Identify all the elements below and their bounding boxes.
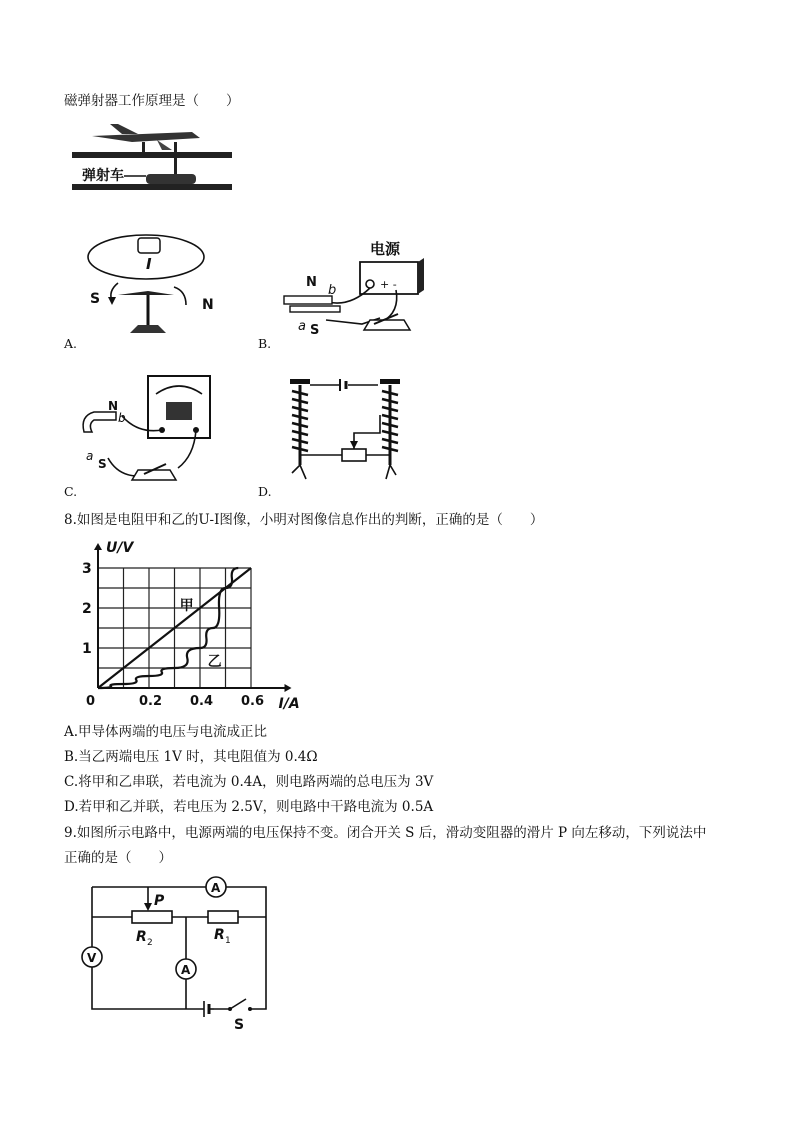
series-label: 甲 bbox=[179, 598, 194, 614]
option-c-letter: C. bbox=[64, 484, 78, 499]
q9-stem-line2: 正确的是（ ） bbox=[64, 850, 172, 866]
ui-chart bbox=[64, 538, 300, 712]
svg-text:N: N bbox=[202, 297, 214, 313]
switch-icon bbox=[364, 320, 410, 330]
svg-text:N: N bbox=[306, 275, 317, 290]
svg-text:P: P bbox=[154, 893, 165, 909]
switch-icon bbox=[230, 999, 246, 1009]
y-tick-label: 2 bbox=[82, 601, 92, 617]
option-a-letter: A. bbox=[64, 336, 78, 351]
svg-text:+ -: + - bbox=[380, 278, 397, 291]
svg-text:V: V bbox=[87, 951, 97, 965]
svg-text:a: a bbox=[86, 449, 94, 463]
x-tick-label: 0.4 bbox=[190, 694, 214, 709]
option-b-letter: B. bbox=[258, 336, 272, 351]
current-label: I bbox=[146, 255, 152, 273]
plane-icon bbox=[92, 132, 200, 142]
compass-needle-icon bbox=[118, 291, 174, 295]
option-d-letter: D. bbox=[258, 484, 272, 499]
svg-text:R: R bbox=[136, 929, 147, 945]
r1-resistor-icon bbox=[208, 911, 238, 923]
option-c-figure bbox=[78, 372, 218, 490]
svg-text:2: 2 bbox=[147, 938, 153, 948]
q8-choice-a: A.甲导体两端的电压与电流成正比 bbox=[64, 724, 268, 740]
x-tick-label: 0 bbox=[86, 694, 96, 709]
svg-text:N: N bbox=[108, 399, 119, 413]
x-axis-arrow bbox=[285, 684, 292, 692]
rheostat-icon bbox=[342, 449, 366, 461]
q9-stem-line1: 9.如图所示电路中，电源两端的电压保持不变。闭合开关 S 后，滑动变阻器的滑片 P 向左移动，下列说法中 bbox=[64, 825, 707, 841]
series-label: 乙 bbox=[207, 654, 222, 670]
svg-text:b: b bbox=[118, 411, 126, 425]
svg-text:A: A bbox=[181, 963, 191, 977]
svg-text:A: A bbox=[211, 881, 221, 895]
x-tick-label: 0.6 bbox=[241, 694, 265, 709]
option-a-figure bbox=[78, 225, 218, 345]
q9-circuit bbox=[70, 873, 280, 1033]
q8-choice-b: B.当乙两端电压 1V 时，其电阻值为 0.4Ω bbox=[64, 749, 318, 765]
launcher-figure bbox=[62, 118, 237, 208]
option-b-figure bbox=[270, 232, 430, 347]
svg-text:1: 1 bbox=[225, 936, 231, 946]
launcher-car-icon bbox=[146, 174, 196, 184]
q8-choice-c: C.将甲和乙串联，若电流为 0.4A，则电路两端的总电压为 3V bbox=[64, 774, 434, 790]
q8-choice-d: D.若甲和乙并联，若电压为 2.5V，则电路中干路电流为 0.5A bbox=[64, 799, 434, 815]
y-tick-label: 1 bbox=[82, 641, 92, 657]
y-tick-label: 3 bbox=[82, 561, 92, 577]
svg-text:S: S bbox=[234, 1017, 245, 1033]
magnet-icon bbox=[284, 296, 332, 304]
launcher-label: 弹射车 bbox=[82, 168, 124, 184]
svg-text:S: S bbox=[310, 323, 320, 338]
y-axis-label: U/V bbox=[106, 540, 134, 556]
q8-stem: 8.如图是电阻甲和乙的U-I图像，小明对图像信息作出的判断，正确的是（ ） bbox=[64, 512, 544, 528]
x-axis-label: I/A bbox=[278, 696, 300, 712]
svg-text:a: a bbox=[298, 319, 306, 334]
r2-rheostat-icon bbox=[132, 911, 172, 923]
option-d-figure bbox=[282, 375, 412, 490]
svg-text:S: S bbox=[98, 457, 107, 471]
power-label: 电源 bbox=[370, 240, 401, 258]
horseshoe-magnet-icon bbox=[83, 412, 116, 432]
svg-text:S: S bbox=[90, 291, 101, 307]
q7-stem: 磁弹射器工作原理是（ ） bbox=[64, 93, 240, 109]
svg-text:b: b bbox=[328, 283, 337, 298]
x-tick-label: 0.2 bbox=[139, 694, 163, 709]
svg-text:R: R bbox=[214, 927, 225, 943]
y-axis-arrow bbox=[94, 543, 102, 550]
